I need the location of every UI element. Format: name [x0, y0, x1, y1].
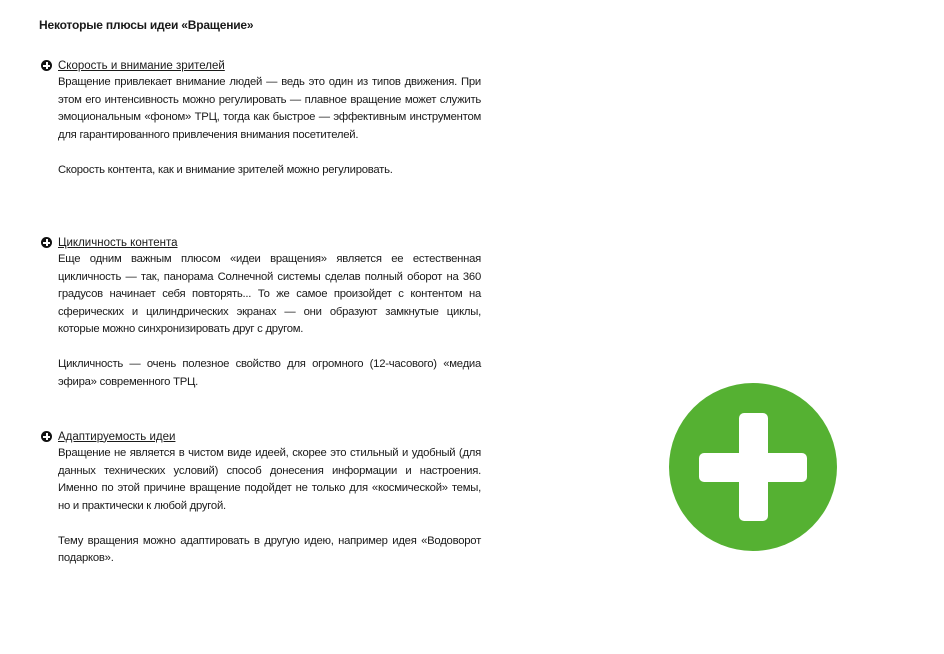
plus-circle-icon — [41, 237, 52, 248]
section-title: Цикличность контента — [58, 236, 178, 249]
section-paragraph: Тему вращения можно адаптировать в другую идею, например идея «Водоворот подарков». — [58, 534, 481, 564]
section-paragraph: Вращение привлекает внимание людей — ведь это один из типов движения. При этом его интенсивность можно регулировать — плавное вращение может служить эмоциональным «фоном» ТРЦ, тогда как быстрое — эффективным инструментом для гарантированного привлечения внимания посетителей. — [58, 76, 481, 141]
page-title: Некоторые плюсы идеи «Вращение» — [39, 18, 254, 32]
section-heading — [41, 428, 481, 445]
section-cyclicity — [41, 234, 481, 391]
section-heading — [41, 57, 481, 74]
section-paragraph: Вращение не является в чистом виде идеей, скорее это стильный и удобный (для данных технических условий) способ донесения информации и настроения. Именно по этой причине вращение подойдет не только для «космической» темы, но и практически к любой другой. — [58, 447, 481, 512]
section-paragraph: Цикличность — очень полезное свойство для огромного (12-часового) «медиа эфира» современного ТРЦ. — [58, 358, 481, 388]
section-title: Адаптируемость идеи — [58, 430, 176, 443]
section-paragraph: Еще одним важным плюсом «идеи вращения» является ее естественная цикличность — так, панорама Солнечной системы сделав полный оборот на 360 градусов начинает себя повторять... То же самое произойдет с контентом на сферических и цилиндрических экранах — они образуют замкнутые циклы, которые можно синхронизировать друг с другом. — [58, 253, 481, 335]
section-title: Скорость и внимание зрителей — [58, 59, 225, 72]
section-adaptability — [41, 428, 481, 568]
big-plus-icon — [669, 383, 837, 551]
section-heading — [41, 234, 481, 251]
section-paragraph: Скорость контента, как и внимание зрителей можно регулировать. — [58, 163, 393, 176]
plus-circle-icon — [41, 60, 52, 71]
plus-vertical-bar — [739, 413, 768, 521]
section-speed — [41, 57, 481, 179]
plus-circle-icon — [41, 431, 52, 442]
